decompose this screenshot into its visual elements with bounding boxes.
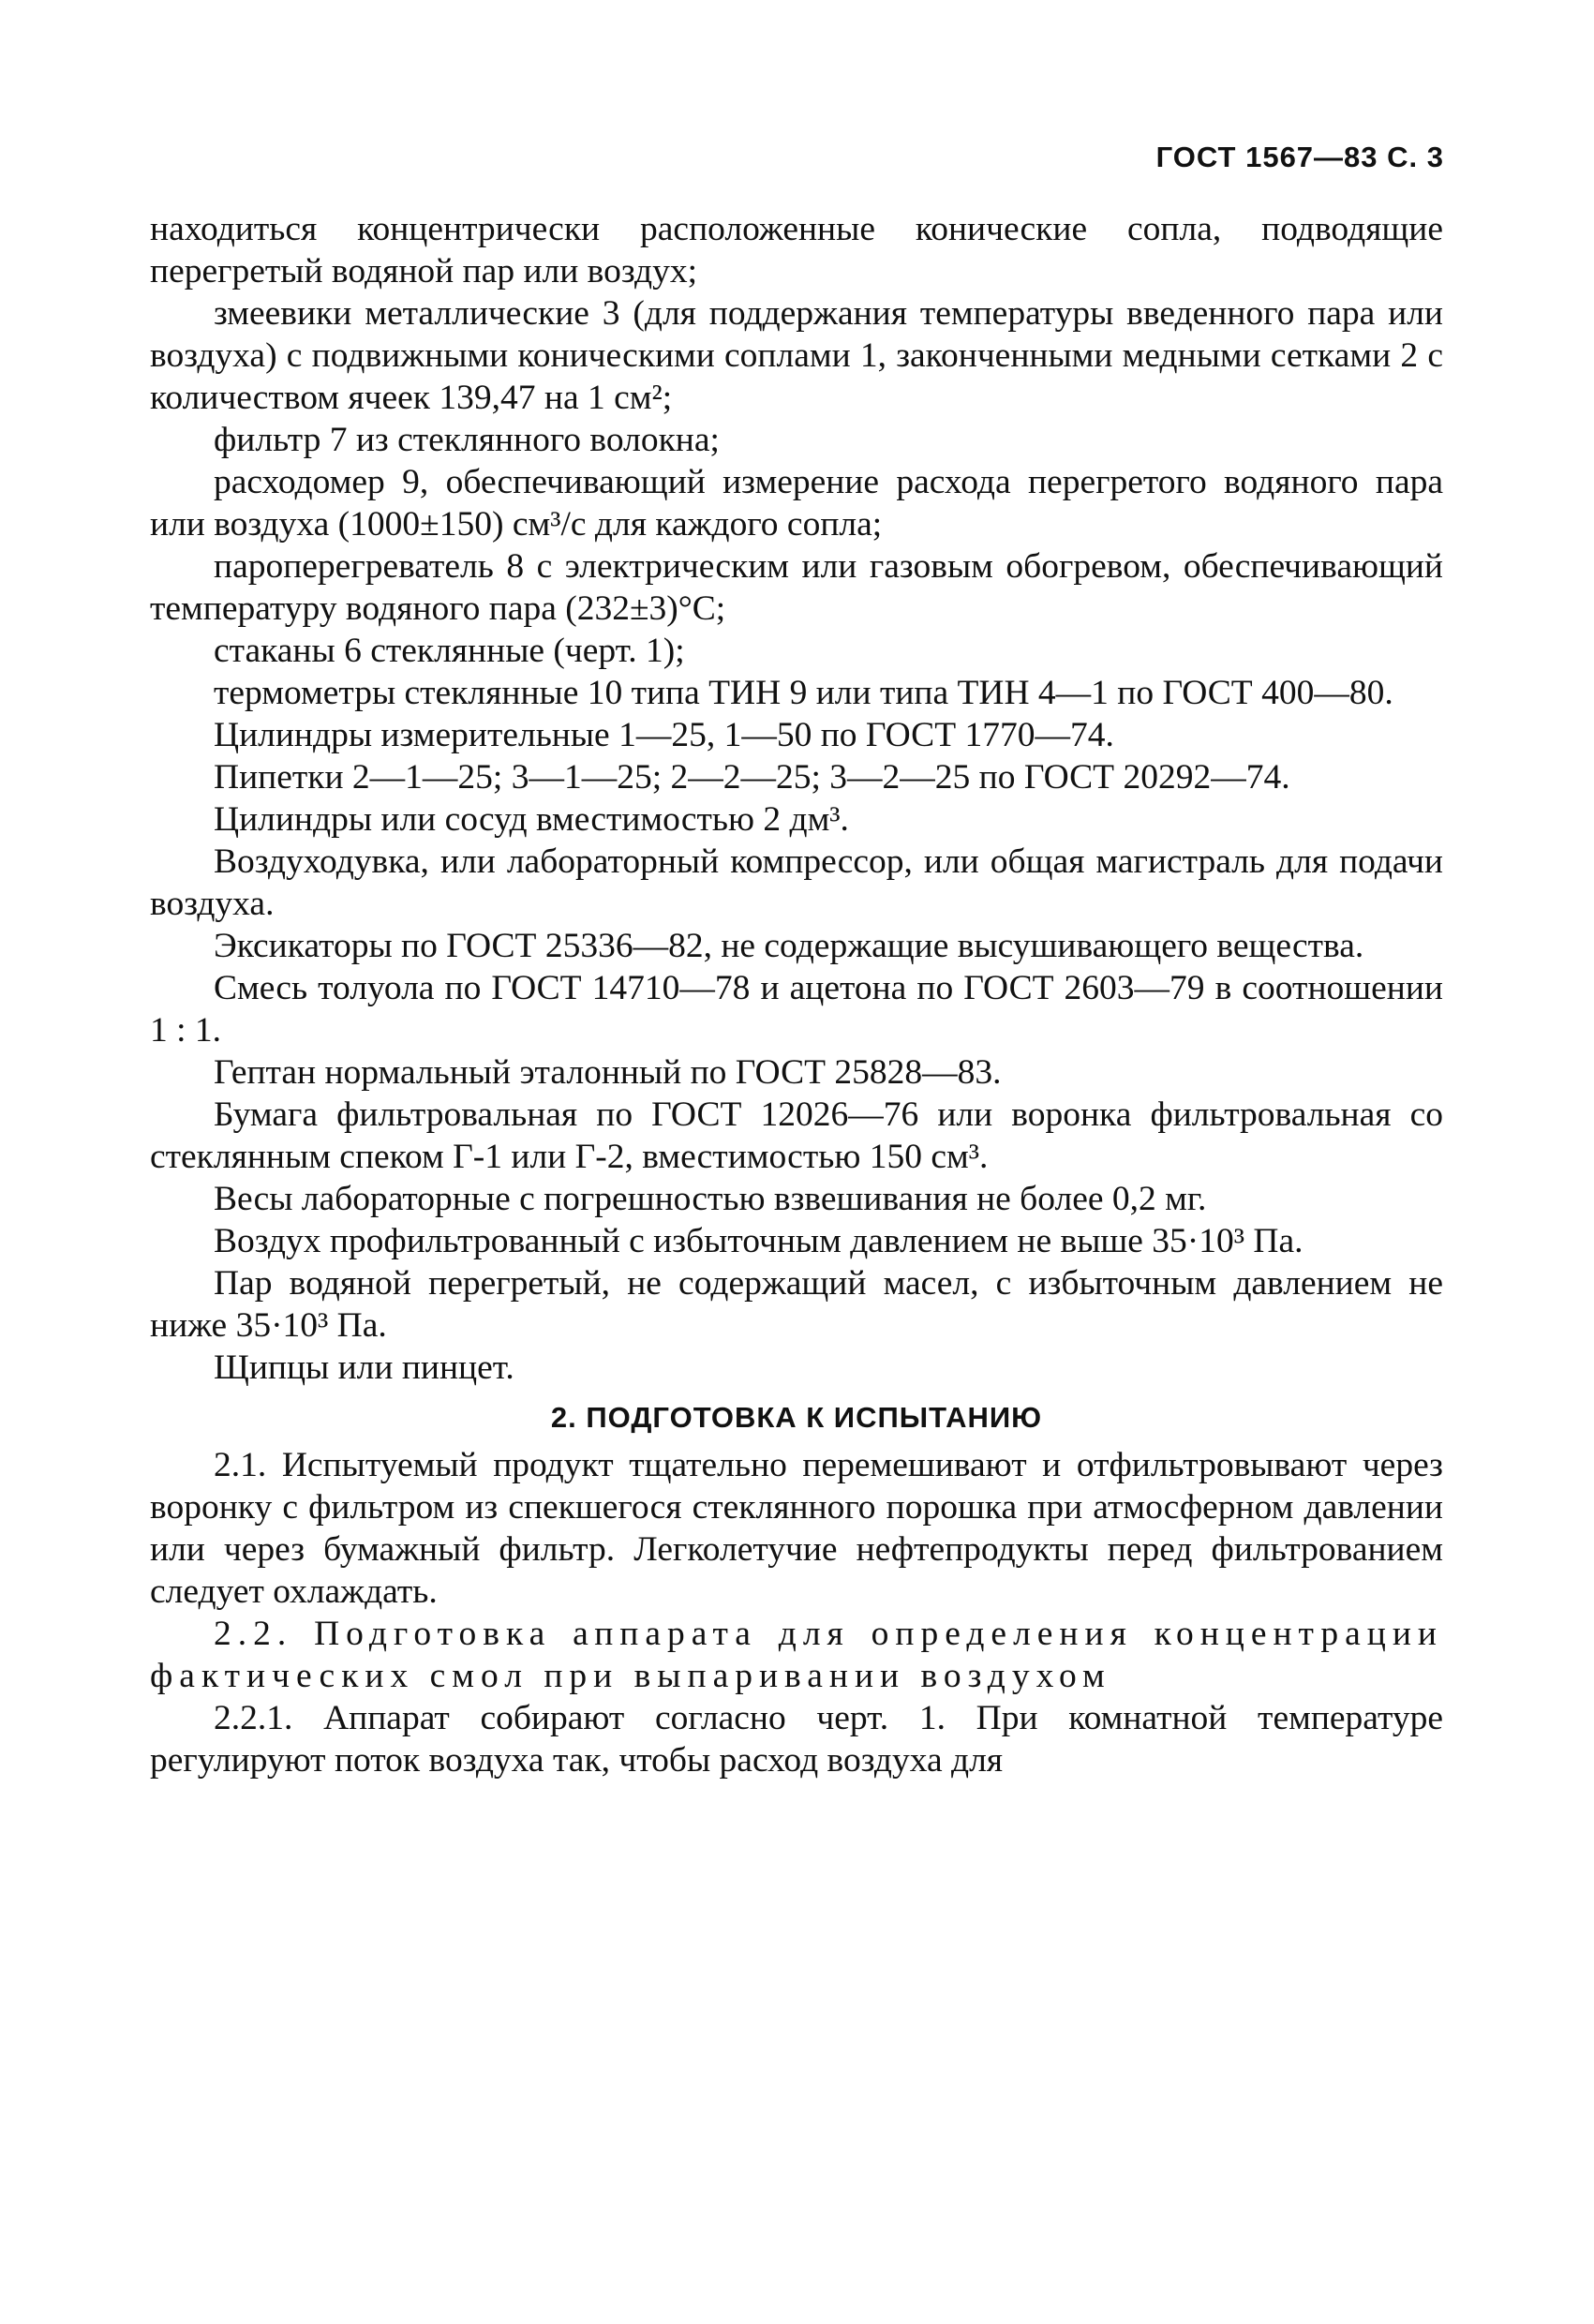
paragraph-vessel: Цилиндры или сосуд вместимостью 2 дм³. [214,800,849,839]
paragraph-air: Воздух профильтрованный с избыточным давлением не выше 35·10³ Па. [214,1222,1304,1260]
paragraph-steam: Пар водяной перегретый, не содержащий масел, с избыточным давлением не ниже 35·10³ Па. [150,1264,1443,1345]
paragraph-nozzles: находиться концентрически расположенные конические сопла, подводящие перегретый водяной пар или воздух; [150,210,1443,290]
document-body [150,208,1443,1781]
paragraph-scales: Весы лабораторные с погрешностью взвешивания не более 0,2 мг. [214,1180,1207,1218]
paragraph-flowmeter: расходомер 9, обеспечивающий измерение расхода перегретого водяного пара или воздуха (1000±150) см³/с для каждого сопла; [150,463,1443,544]
paragraph-cylinders: Цилиндры измерительные 1—25, 1—50 по ГОСТ 1770—74. [214,716,1114,754]
paragraph-2-2: 2.2. Подготовка аппарата для определения концентрации фактических смол при выпаривании воздухом [150,1615,1443,1695]
paragraph-solvent-mix: Смесь толуола по ГОСТ 14710—78 и ацетона по ГОСТ 2603—79 в соотношении 1 : 1. [150,969,1443,1050]
paragraph-2-2-1: 2.2.1. Аппарат собирают согласно черт. 1. При комнатной температуре регулируют поток воздуха так, чтобы расход воздуха для [150,1699,1443,1780]
paragraph-pipettes: Пипетки 2—1—25; 3—1—25; 2—2—25; 3—2—25 по ГОСТ 20292—74. [214,758,1290,797]
paragraph-filter-paper: Бумага фильтровальная по ГОСТ 12026—76 или воронка фильтровальная со стеклянным спеком Г-1 или Г-2, вместимостью 150 см³. [150,1095,1443,1176]
paragraph-filter: фильтр 7 из стеклянного волокна; [214,421,720,459]
paragraph-beakers: стаканы 6 стеклянные (черт. 1); [214,632,685,670]
section-title: 2. ПОДГОТОВКА К ИСПЫТАНИЮ [550,1401,1043,1434]
paragraph-2-1: 2.1. Испытуемый продукт тщательно перемешивают и отфильтровывают через воронку с фильтром из спекшегося стеклянного порошка при атмосферном давлении или через бумажный фильтр. Легколетучие нефтепродукты перед фильтрованием следует охлаждать. [150,1446,1443,1611]
paragraph-superheater: пароперегреватель 8 с электрическим или газовым обогревом, обеспечивающий температуру водяного пара (232±3)°С; [150,547,1443,628]
paragraph-thermometers: термометры стеклянные 10 типа ТИН 9 или типа ТИН 4—1 по ГОСТ 400—80. [214,674,1393,712]
page-header: ГОСТ 1567—83 С. 3 [1155,141,1444,173]
paragraph-coils: змеевики металлические 3 (для поддержания температуры введенного пара или воздуха) с подвижными коническими соплами 1, законченными медными сетками 2 с количеством ячеек 139,47 на 1 см²; [150,294,1443,417]
paragraph-blower: Воздуходувка, или лабораторный компрессор, или общая магистраль для подачи воздуха. [150,842,1443,923]
paragraph-tongs: Щипцы или пинцет. [214,1348,514,1387]
paragraph-heptane: Гептан нормальный эталонный по ГОСТ 25828—83. [214,1053,1002,1092]
paragraph-desiccators: Эксикаторы по ГОСТ 25336—82, не содержащие высушивающего вещества. [214,927,1364,965]
